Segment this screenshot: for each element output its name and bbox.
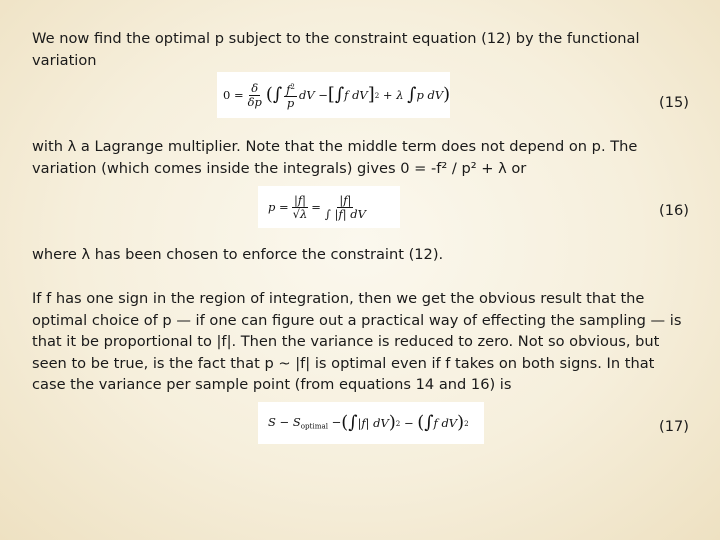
paragraph-lambda-note: where λ has been chosen to enforce the constraint (12). — [32, 246, 444, 263]
equation-16-number: (16) — [659, 202, 689, 219]
equation-17-image: $S - S_{optimal}$ − ( ∫ |f| dV ) 2 − ( ∫ f dV ) 2 — [258, 402, 484, 444]
equation-17-number: (17) — [659, 418, 689, 435]
equation-15-number: (15) — [659, 94, 689, 111]
paragraph-optimal-choice: If f has one sign in the region of integration, then we get the obvious result that the optimal choice of p — if one can figure out a practical way of effecting the sampling — is that it be proportional to |f|. Then the variance is reduced to zero. Not so obvious, but seen to be true, is the fact that p ~ |f| is optimal even if f takes on both signs. In that case the variance per sample point (from equations 14 and 16) is — [32, 290, 682, 393]
equation-16-image: p = $\frac{|f|}{√\lambda}$ = $\frac{|f|}{\int |f| dV}$ — [258, 186, 400, 228]
paragraph-variation: with λ a Lagrange multiplier. Note that the middle term does not depend on p. The variation (which comes inside the integrals) gives 0 = -f² / p² + λ or — [32, 138, 638, 177]
paragraph-intro: We now find the optimal p subject to the constraint equation (12) by the functional variation — [32, 30, 640, 69]
equation-15-image: 0 = $\frac{\delta}{\delta p}$ ( ∫ $\frac{f^2}{p}$ dV − [ ∫ f dV ] 2 + λ ∫ p dV ) — [217, 72, 450, 118]
